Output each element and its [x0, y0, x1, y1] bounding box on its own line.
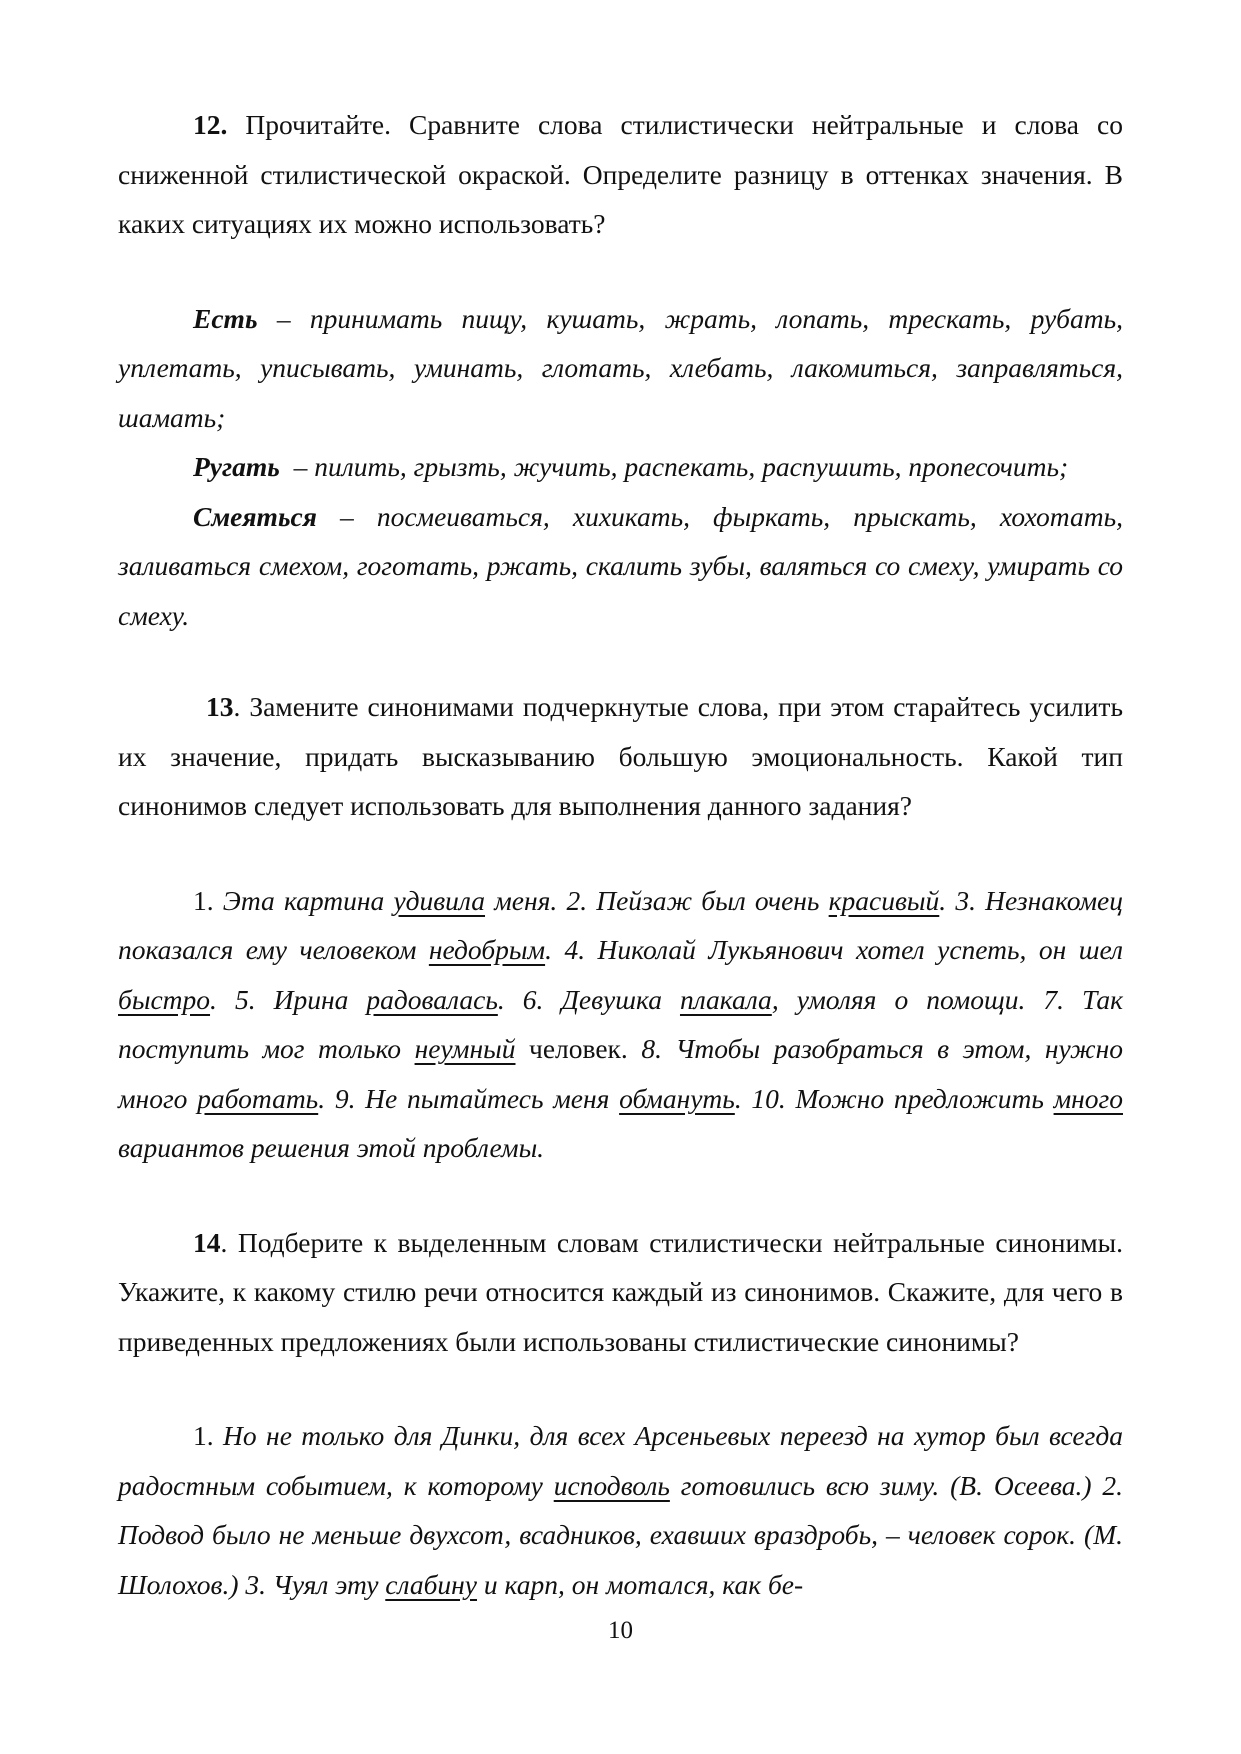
sentence-number: 5.	[234, 983, 256, 1015]
sentence-text: Николай Лукьянович хотел успеть, он шел	[585, 934, 1123, 965]
sentence-number: 8.	[641, 1033, 662, 1064]
underlined-word: удивила	[393, 884, 486, 916]
sentence-text: враздробь, – человек сорок. (М. Шолохов.)	[118, 1519, 1123, 1600]
sentence-text: .	[734, 1082, 752, 1114]
exercise-13-text: . Замените синонимами подчеркнутые слова, при этом старайтесь усилить их значение, придать высказыванию большую эмоциональность. Какой тип синонимов следует использовать для выполнения данного задания?	[118, 691, 1123, 821]
exercise-14-number: 14	[193, 1226, 221, 1258]
synonym-group-list: – пилить, грызть, жучить, распекать, распушить, пропесочить;	[293, 451, 1069, 482]
sentence-text: Незнакомец показался ему человеком	[118, 884, 1123, 965]
synonym-group-eat	[118, 294, 1123, 443]
sentence-number: 1.	[193, 884, 214, 916]
sentence-text: меня.	[485, 884, 567, 916]
synonym-group-laugh	[118, 492, 1123, 641]
sentence-text: .	[545, 934, 565, 965]
underlined-word: радовалась	[366, 983, 498, 1015]
synonym-group-head: Есть	[193, 302, 258, 334]
exercise-13-sentences	[118, 876, 1123, 1173]
synonym-group-head: Смеяться	[193, 500, 317, 532]
synonym-group-list: – посмеиваться, хихикать, фыркать, прыскать, хохотать, заливаться смехом, гоготать, ржать, скалить зубы, валяться со смеху, умирать со смеху.	[118, 500, 1123, 631]
sentence-number: 9.	[334, 1082, 356, 1114]
sentence-text: .	[210, 983, 235, 1015]
sentence-text: Не пытайтесь меня	[355, 1082, 620, 1114]
synonym-group-head: Ругать	[193, 451, 280, 482]
sentence-text: Эта картина	[213, 884, 394, 916]
sentence-text: .	[318, 1082, 335, 1114]
underlined-word: недобрым	[428, 934, 546, 965]
sentence-text: и карп, он мотался, как бе-	[477, 1568, 804, 1600]
sentence-number: 4.	[564, 934, 586, 965]
sentence-text: Чуял эту	[266, 1568, 386, 1600]
exercise-13-task	[118, 682, 1123, 831]
sentence-text: Пейзаж был очень	[587, 884, 829, 916]
sentence-text: , умоляя о помощи.	[771, 983, 1044, 1015]
sentence-number: 1.	[193, 1420, 214, 1451]
sentence-text: Но не только для Динки, для всех Арсеньевых переезд на хутор был всегда радостным событием, к которому	[118, 1420, 1123, 1501]
sentence-text: .	[939, 884, 956, 916]
sentence-number: 3.	[955, 884, 976, 916]
underlined-word: исподволь	[553, 1469, 670, 1501]
page-number: 10	[608, 1617, 633, 1644]
underlined-word: быстро	[118, 983, 211, 1015]
sentence-text: Девушка	[543, 983, 680, 1015]
synonym-group-list: – принимать пищу, кушать, жрать, лопать, трескать, рубать, уплетать, уписывать, уминать, глотать, хлебать, лакомиться, заправляться, шамать;	[118, 302, 1124, 433]
sentence-text: Так поступить мог только	[118, 983, 1123, 1064]
sentence-text: Можно предложить	[785, 1082, 1054, 1114]
exercise-14-sentences	[118, 1411, 1123, 1609]
sentence-text: вариантов решения этой проблемы.	[118, 1132, 545, 1163]
synonym-group-scold	[118, 442, 1123, 492]
sentence-text: Подвод было не меньше двухсот, всадников, ехавших	[118, 1519, 754, 1550]
sentence-number: 3.	[245, 1568, 267, 1600]
document-page	[118, 100, 1123, 1609]
exercise-12-number: 12.	[193, 109, 228, 140]
exercise-14-task	[118, 1218, 1123, 1367]
sentence-text: человек.	[515, 1033, 642, 1064]
sentence-number: 2.	[1102, 1469, 1124, 1501]
exercise-13-number: 13	[206, 691, 234, 722]
sentence-number: 7.	[1043, 983, 1065, 1015]
sentence-text: .	[497, 983, 523, 1015]
exercise-12-text: Прочитайте. Сравните слова стилистически нейтральные и слова со сниженной стилистической окраской. Определите разницу в оттенках значения. В каких ситуациях их можно использовать?	[118, 109, 1123, 239]
underlined-word: неумный	[414, 1033, 516, 1064]
underlined-word: работать	[197, 1082, 319, 1114]
underlined-word: красивый	[828, 884, 940, 916]
underlined-word: обмануть	[619, 1082, 735, 1114]
sentence-number: 10.	[751, 1082, 786, 1114]
sentence-number: 6.	[522, 983, 544, 1015]
underlined-word: слабину	[385, 1568, 478, 1600]
exercise-14-text: . Подберите к выделенным словам стилистически нейтральные синонимы. Укажите, к какому стилю речи относится каждый из синонимов. Скажите, для чего в приведенных предложениях были использованы стилистические синонимы?	[118, 1226, 1123, 1357]
sentence-text: готовились всю зиму. (В. Осеева.)	[669, 1469, 1103, 1501]
underlined-word: много	[1053, 1082, 1123, 1114]
sentence-number: 2.	[566, 884, 588, 916]
exercise-12-task	[118, 100, 1123, 249]
sentence-text: Ирина	[255, 983, 367, 1015]
underlined-word: плакала	[679, 983, 772, 1015]
sentence-text: Чтобы разобраться в этом, нужно много	[118, 1033, 1123, 1114]
